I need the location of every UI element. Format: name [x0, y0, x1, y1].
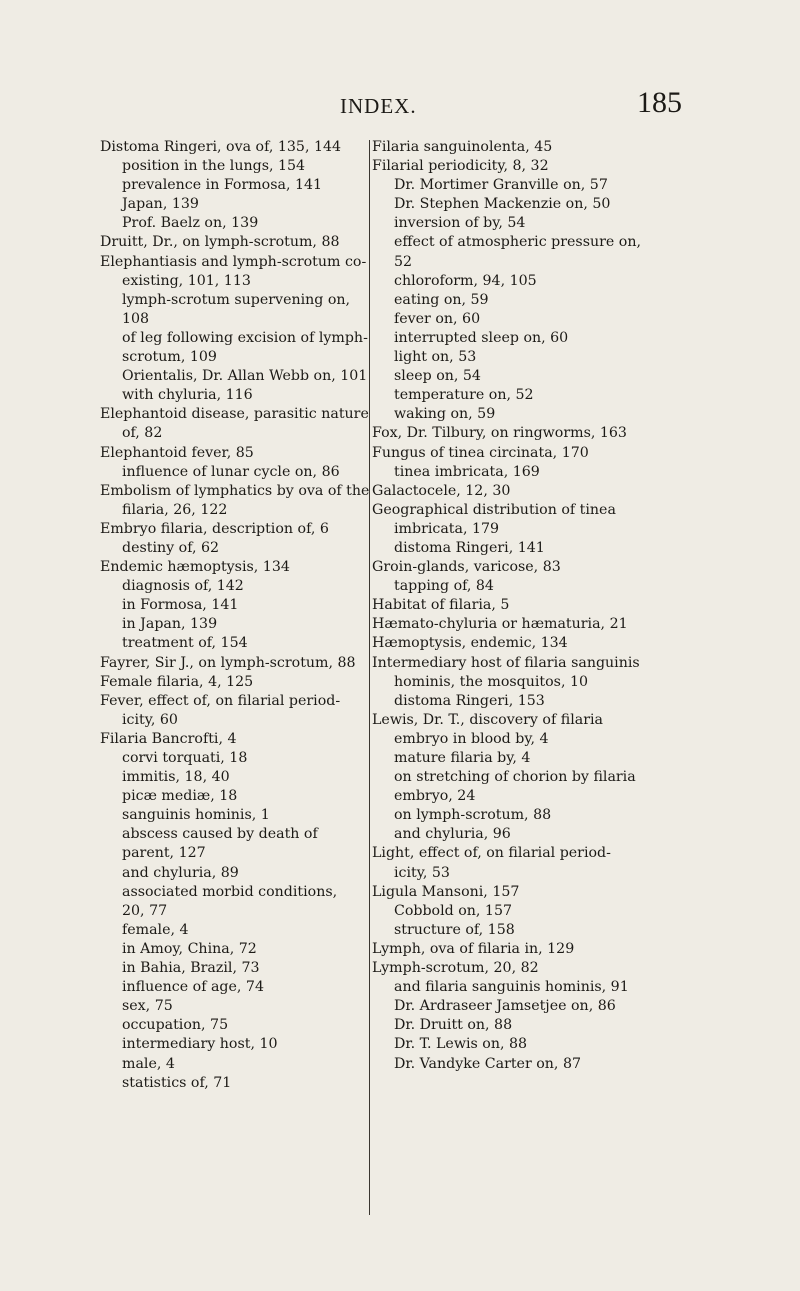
index-entry: influence of age, 74 — [122, 979, 264, 996]
index-entry: on lymph-scrotum, 88 — [394, 807, 552, 824]
index-entry: Embolism of lymphatics by ova of the — [100, 482, 370, 499]
index-entry: parent, 127 — [122, 845, 206, 862]
index-entry: Habitat of filaria, 5 — [372, 597, 510, 614]
index-entry: statistics of, 71 — [122, 1074, 232, 1091]
index-entry: influence of lunar cycle on, 86 — [122, 463, 340, 480]
index-entry: occupation, 75 — [122, 1017, 229, 1034]
index-entry: Filarial periodicity, 8, 32 — [372, 158, 549, 175]
index-entry: Dr. Ardraseer Jamsetjee on, 86 — [394, 998, 616, 1015]
index-entry: abscess caused by death of — [122, 826, 318, 843]
index-entry: in Bahia, Brazil, 73 — [122, 960, 260, 977]
index-entry: embryo, 24 — [394, 788, 476, 805]
index-entry: 108 — [122, 310, 150, 327]
index-entry: in Japan, 139 — [122, 616, 218, 633]
index-entry: Dr. Stephen Mackenzie on, 50 — [394, 196, 611, 213]
index-column-right — [372, 138, 742, 1074]
index-entry: interrupted sleep on, 60 — [394, 329, 569, 346]
index-entry: Filaria sanguinolenta, 45 — [372, 139, 553, 155]
index-entry: inversion of by, 54 — [394, 215, 526, 232]
index-entry: of, 82 — [122, 425, 163, 442]
index-entry: distoma Ringeri, 153 — [394, 692, 545, 709]
index-entry: corvi torquati, 18 — [122, 750, 248, 766]
index-entry: intermediary host, 10 — [122, 1036, 278, 1053]
index-entry: Dr. Druitt on, 88 — [394, 1017, 513, 1034]
index-entry: female, 4 — [122, 921, 189, 938]
index-entry: Orientalis, Dr. Allan Webb on, 101 — [122, 368, 368, 385]
index-entry: with chyluria, 116 — [122, 387, 253, 404]
index-entry: mature filaria by, 4 — [394, 750, 531, 766]
index-entry: Geographical distribution of tinea — [372, 501, 616, 518]
index-entry: Filaria Bancrofti, 4 — [100, 730, 237, 747]
index-entry: tinea imbricata, 169 — [394, 463, 540, 480]
index-entry: light on, 53 — [394, 349, 477, 366]
index-entry: imbricata, 179 — [394, 520, 500, 537]
index-entry: Endemic hæmoptysis, 134 — [100, 559, 290, 576]
index-entry: sleep on, 54 — [394, 368, 481, 385]
index-entry: Elephantiasis and lymph-scrotum co- — [100, 253, 367, 270]
index-entry: chloroform, 94, 105 — [394, 272, 537, 289]
index-entry: Elephantoid disease, parasitic nature — [100, 406, 369, 423]
index-entry: distoma Ringeri, 141 — [394, 539, 545, 556]
index-entry: Lymph, ova of filaria in, 129 — [372, 940, 575, 957]
page-header — [0, 86, 800, 126]
index-entry: position in the lungs, 154 — [122, 158, 306, 175]
index-entry: male, 4 — [122, 1055, 175, 1072]
index-entry: Fungus of tinea circinata, 170 — [372, 444, 589, 461]
index-entry: Galactocele, 12, 30 — [372, 482, 511, 499]
index-entry: prevalence in Formosa, 141 — [122, 177, 323, 194]
index-entry: destiny of, 62 — [122, 539, 220, 556]
index-entry: Hæmoptysis, endemic, 134 — [372, 635, 568, 652]
index-entry: Druitt, Dr., on lymph-scrotum, 88 — [100, 234, 340, 251]
index-entry: Lewis, Dr. T., discovery of filaria — [372, 711, 603, 728]
index-entry: Lymph-scrotum, 20, 82 — [372, 960, 539, 977]
index-entry: Female filaria, 4, 125 — [100, 673, 254, 690]
index-entry: waking on, 59 — [394, 406, 496, 423]
index-entry: Dr. Mortimer Granville on, 57 — [394, 177, 608, 194]
index-entry: Dr. Vandyke Carter on, 87 — [394, 1055, 581, 1072]
index-entry: in Formosa, 141 — [122, 597, 239, 614]
index-entry: icity, 60 — [122, 711, 178, 728]
index-entry: sex, 75 — [122, 998, 173, 1015]
index-entry: of leg following excision of lymph- — [122, 329, 368, 346]
index-entry: Cobbold on, 157 — [394, 902, 513, 919]
index-entry: and chyluria, 96 — [394, 826, 511, 843]
index-entry: Fox, Dr. Tilbury, on ringworms, 163 — [372, 425, 627, 442]
column-divider — [369, 140, 370, 1215]
running-head: INDEX. — [340, 94, 417, 118]
page-number: 185 — [637, 86, 682, 119]
index-entry: scrotum, 109 — [122, 349, 217, 366]
index-entry: sanguinis hominis, 1 — [122, 807, 270, 824]
index-entry: in Amoy, China, 72 — [122, 940, 257, 957]
index-entry: 52 — [394, 253, 413, 270]
index-entry: Dr. T. Lewis on, 88 — [394, 1036, 528, 1053]
index-entry: effect of atmospheric pressure on, — [394, 234, 641, 251]
index-entry: tapping of, 84 — [394, 578, 494, 595]
index-entry: picæ mediæ, 18 — [122, 788, 238, 805]
index-entry: and chyluria, 89 — [122, 864, 239, 881]
index-entry: lymph-scrotum supervening on, — [122, 291, 351, 308]
index-entry: Elephantoid fever, 85 — [100, 444, 254, 461]
index-entry: existing, 101, 113 — [122, 272, 251, 289]
index-entry: Prof. Baelz on, 139 — [122, 215, 259, 232]
index-entry: treatment of, 154 — [122, 635, 248, 652]
index-entry: 20, 77 — [122, 902, 168, 919]
index-entry: and filaria sanguinis hominis, 91 — [394, 979, 629, 996]
index-entry: structure of, 158 — [394, 921, 515, 938]
index-entry: temperature on, 52 — [394, 387, 534, 404]
index-entry: filaria, 26, 122 — [122, 501, 228, 518]
index-entry: Distoma Ringeri, ova of, 135, 144 — [100, 139, 342, 155]
index-entry: Japan, 139 — [122, 196, 199, 213]
index-entry: Fayrer, Sir J., on lymph-scrotum, 88 — [100, 654, 356, 671]
index-entry: associated morbid conditions, — [122, 883, 338, 900]
index-entry: Embryo filaria, description of, 6 — [100, 520, 329, 537]
index-entry: on stretching of chorion by filaria — [394, 769, 636, 786]
index-entry: Ligula Mansoni, 157 — [372, 883, 520, 900]
index-entry: Light, effect of, on filarial period- — [372, 845, 611, 862]
index-entry: Intermediary host of filaria sanguinis — [372, 654, 640, 671]
index-entry: Groin-glands, varicose, 83 — [372, 559, 561, 576]
index-entry: icity, 53 — [394, 864, 450, 881]
index-entry: Fever, effect of, on filarial period- — [100, 692, 341, 709]
index-entry: immitis, 18, 40 — [122, 769, 230, 786]
index-entry: diagnosis of, 142 — [122, 578, 244, 595]
index-entry: hominis, the mosquitos, 10 — [394, 673, 589, 690]
index-entry: Hæmato-chyluria or hæmaturia, 21 — [372, 616, 628, 633]
index-entry: eating on, 59 — [394, 291, 489, 308]
index-entry: fever on, 60 — [394, 310, 481, 327]
index-entry: embryo in blood by, 4 — [394, 730, 549, 747]
